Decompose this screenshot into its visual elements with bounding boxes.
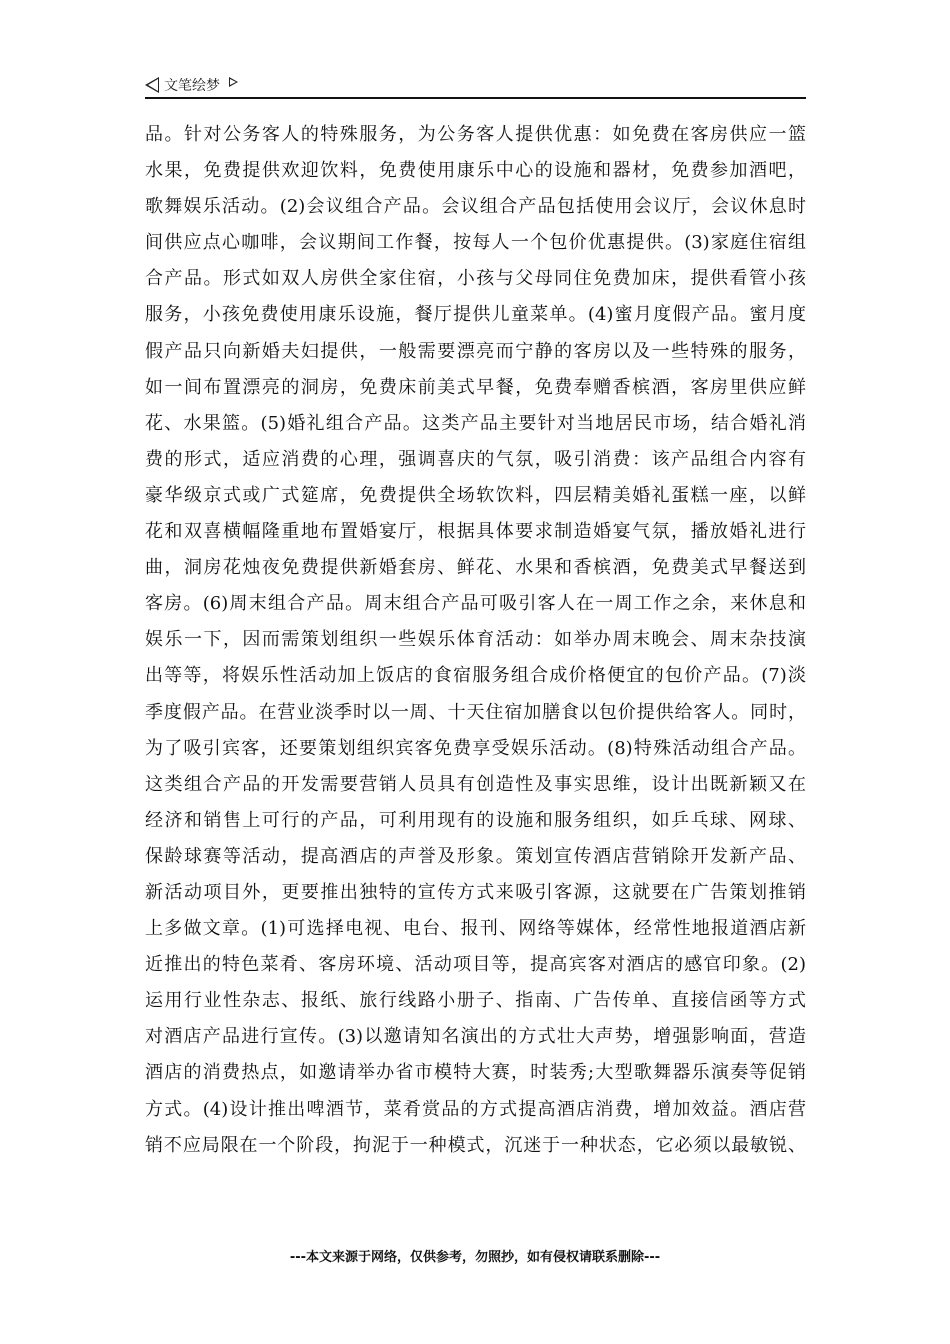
text-line: 出等等，将娱乐性活动加上饭店的食宿服务组合成价格便宜的包价产品。(7)淡 [145, 665, 806, 687]
text-line: 经济和销售上可行的产品，可利用现有的设施和服务组织，如乒乓球、网球、 [145, 809, 806, 831]
text-line: 酒店的消费热点，如邀请举办省市模特大赛，时装秀;大型歌舞器乐演奏等促销 [145, 1062, 806, 1084]
text-line: 水果，免费提供欢迎饮料，免费使用康乐中心的设施和器材，免费参加酒吧， [145, 160, 806, 182]
text-line: 歌舞娱乐活动。(2)会议组合产品。会议组合产品包括使用会议厅，会议休息时 [145, 196, 806, 218]
text-line: 保龄球赛等活动，提高酒店的声誉及形象。策划宣传酒店营销除开发新产品、 [145, 845, 806, 867]
text-line: 品。针对公务客人的特殊服务，为公务客人提供优惠：如免费在客房供应一篮 [145, 124, 806, 145]
text-line: 客房。(6)周末组合产品。周末组合产品可吸引客人在一周工作之余，来休息和 [145, 593, 806, 615]
right-triangle-icon [229, 77, 238, 87]
text-line: 这类组合产品的开发需要营销人员具有创造性及事实思维，设计出既新颖又在 [145, 773, 806, 795]
text-line: 间供应点心咖啡，会议期间工作餐，按每人一个包价优惠提供。(3)家庭住宿组 [145, 232, 806, 254]
text-line: 近推出的特色菜肴、客房环境、活动项目等，提高宾客对酒店的感官印象。(2) [145, 954, 806, 976]
page-header [145, 74, 238, 96]
text-line: 新活动项目外，更要推出独特的宣传方式来吸引客源，这就要在广告策划推销 [145, 881, 806, 903]
text-line: 对酒店产品进行宣传。(3)以邀请知名演出的方式壮大声势，增强影响面，营造 [145, 1026, 806, 1048]
text-line: 花和双喜横幅隆重地布置婚宴厅，根据具体要求制造婚宴气氛，播放婚礼进行 [145, 521, 806, 543]
text-line: 假产品只向新婚夫妇提供，一般需要漂亮而宁静的客房以及一些特殊的服务， [145, 340, 806, 362]
body-text [145, 117, 806, 1164]
text-line: 如一间布置漂亮的洞房，免费床前美式早餐，免费奉赠香槟酒，客房里供应鲜 [145, 376, 806, 398]
text-line: 花、水果篮。(5)婚礼组合产品。这类产品主要针对当地居民市场，结合婚礼消 [145, 412, 806, 434]
footer-disclaimer: ---本文来源于网络，仅供参考，勿照抄，如有侵权请联系删除--- [289, 1250, 661, 1265]
text-line: 为了吸引宾客，还要策划组织宾客免费享受娱乐活动。(8)特殊活动组合产品。 [145, 737, 806, 759]
text-line: 服务，小孩免费使用康乐设施，餐厅提供儿童菜单。(4)蜜月度假产品。蜜月度 [145, 304, 806, 326]
text-line: 运用行业性杂志、报纸、旅行线路小册子、指南、广告传单、直接信函等方式 [145, 990, 806, 1012]
text-line: 娱乐一下，因而需策划组织一些娱乐体育活动：如举办周末晚会、周末杂技演 [145, 629, 806, 651]
text-line: 曲，洞房花烛夜免费提供新婚套房、鲜花、水果和香槟酒，免费美式早餐送到 [145, 557, 806, 579]
header-divider [145, 97, 806, 99]
text-line: 季度假产品。在营业淡季时以一周、十天住宿加膳食以包价提供给客人。同时， [145, 701, 806, 723]
text-line: 上多做文章。(1)可选择电视、电台、报刊、网络等媒体，经常性地报道酒店新 [145, 918, 806, 940]
text-line: 合产品。形式如双人房供全家住宿，小孩与父母同住免费加床，提供看管小孩 [145, 268, 806, 290]
text-line: 豪华级京式或广式筵席，免费提供全场软饮料，四层精美婚礼蛋糕一座，以鲜 [145, 484, 806, 506]
left-triangle-icon [145, 77, 159, 93]
header-title: 文笔绘梦 [164, 78, 220, 94]
text-line: 费的形式，适应消费的心理，强调喜庆的气氛，吸引消费：该产品组合内容有 [145, 448, 806, 470]
text-line: 销不应局限在一个阶段，拘泥于一种模式，沉迷于一种状态，它必须以最敏锐、 [145, 1134, 806, 1156]
text-line: 方式。(4)设计推出啤酒节，菜肴赏品的方式提高酒店消费，增加效益。酒店营 [145, 1098, 806, 1120]
